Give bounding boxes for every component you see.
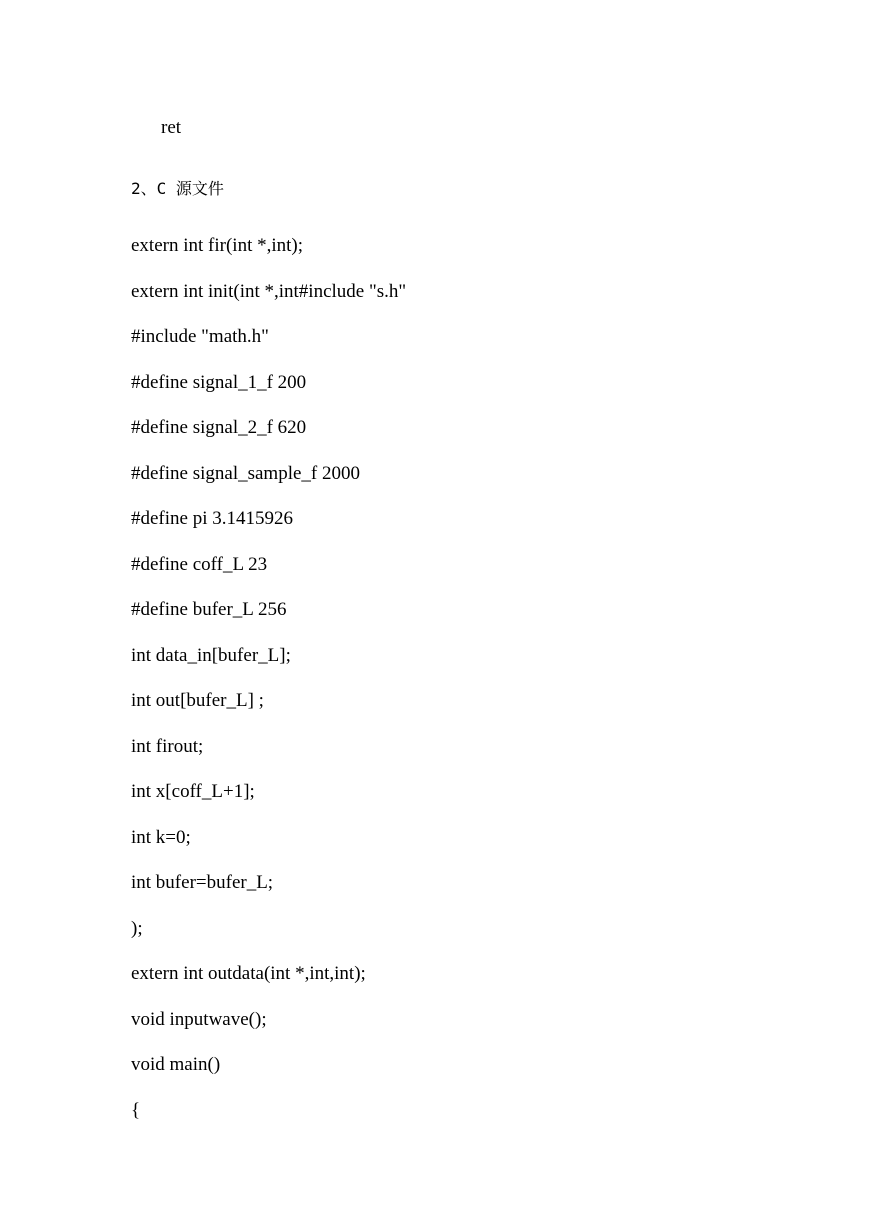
code-line-include-math: #include "math.h" [131,326,269,347]
code-line-data-in: int data_in[bufer_L]; [131,645,291,666]
code-line-define-sample: #define signal_sample_f 2000 [131,463,361,484]
code-line-firout: int firout; [131,736,204,757]
code-line-bufer: int bufer=bufer_L; [131,872,274,893]
code-line-main: void main() [131,1054,221,1075]
code-line-extern-init: extern int init(int *,int#include "s.h" [131,281,407,302]
code-line-extern-outdata: extern int outdata(int *,int,int); [131,963,366,984]
code-line-define-pi: #define pi 3.1415926 [131,508,294,529]
code-line-ret: ret [161,117,182,138]
code-line-inputwave: void inputwave(); [131,1009,267,1030]
code-line-define-coff: #define coff_L 23 [131,554,268,575]
code-line-x-array: int x[coff_L+1]; [131,781,255,802]
code-line-out: int out[bufer_L] ; [131,690,264,711]
code-line-define-signal-2: #define signal_2_f 620 [131,417,307,438]
code-line-define-bufer: #define bufer_L 256 [131,599,287,620]
code-line-define-signal-1: #define signal_1_f 200 [131,372,307,393]
code-line-k: int k=0; [131,827,191,848]
section-heading: 2、C 源文件 [131,179,224,198]
code-line-extern-fir: extern int fir(int *,int); [131,235,304,256]
code-line-open-brace: { [131,1100,141,1121]
code-line-close-paren: ); [131,918,143,939]
